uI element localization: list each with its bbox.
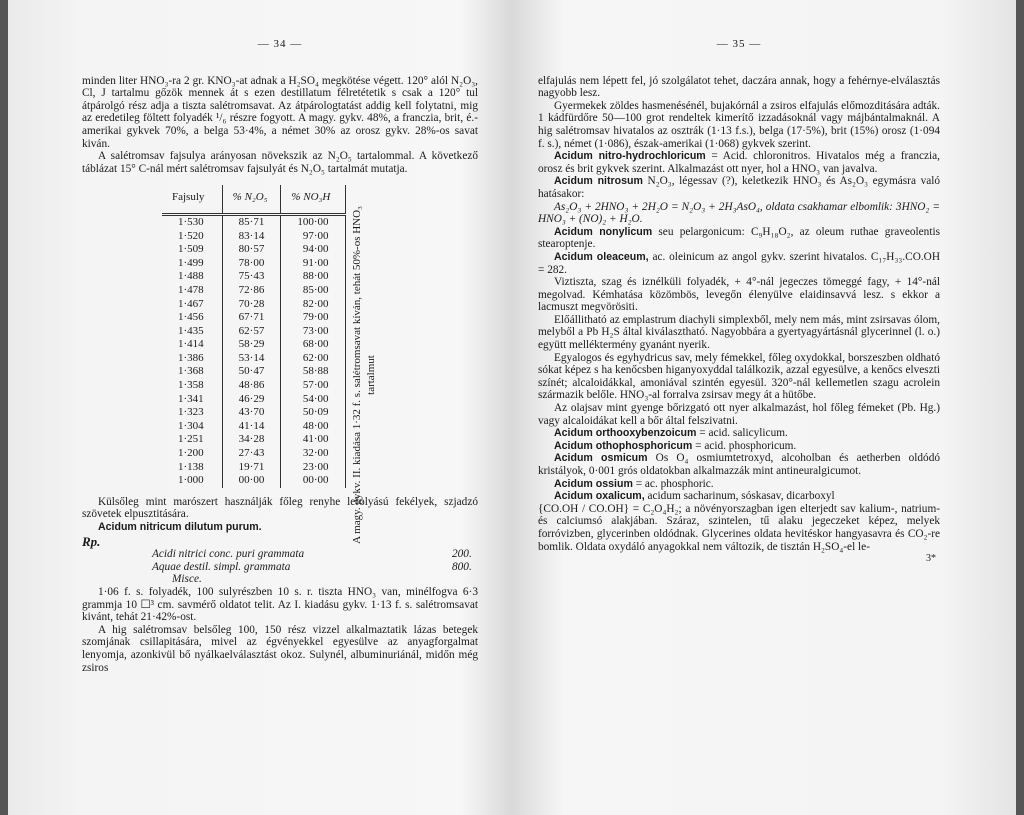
table-header: % NO₃H (281, 185, 345, 214)
table-cell: 1·341 (162, 393, 222, 407)
page-number: — 35 — (716, 38, 762, 50)
entry-heading: Acidum nonylicum (554, 225, 653, 238)
table-cell: 1·386 (162, 352, 222, 366)
right-scan-edge (1016, 0, 1024, 815)
table-cell: 1·000 (162, 474, 222, 488)
recipe-rp: Rp. (82, 533, 101, 549)
recipe (152, 548, 478, 586)
table-cell: 1·520 (162, 230, 222, 244)
entry-heading: Acidum nitro-hydrochloricum (554, 150, 706, 163)
table-cell: 1·358 (162, 379, 222, 393)
table-side-note: A magy. gykv. II. kiadása 1·32 f. s. salétromsavat kíván, tehát 50%-os HNO₃ tartalmut (345, 185, 388, 214)
table-cell: 46·29 (222, 393, 281, 407)
entry: Acidum oleaceum, ac. oleinicum az angol gykv. szerint hivatalos. C₁₇H₃₃.CO.OH = 282. (538, 250, 941, 276)
table-cell: 1·509 (162, 243, 222, 257)
table-cell: 67·71 (222, 311, 281, 325)
table-cell: 88·00 (281, 270, 345, 284)
paragraph: Előállitható az emplastrum diachyli simplexből, mely nem más, mint zsirsavas ólom, melyből a Pb H₂S által kiválasztható. Nagyobbára a gyertyagyártásnál glycerinnel (l. o.) együtt melléktermény gyanánt nyerik. (538, 313, 940, 352)
table-cell: 73·00 (281, 325, 345, 339)
entry-heading: Acidum osmicum (554, 452, 648, 465)
table-cell: 00·00 (281, 474, 345, 488)
table-cell: 1·467 (162, 298, 222, 312)
paragraph: elfajulás nem lépett fel, jó szolgálatot tehet, daczára annak, hogy a fehérnye-elválasztás nagyobb lesz. (538, 74, 940, 100)
table-cell: 1·368 (162, 365, 222, 379)
table-cell: 54·00 (281, 393, 345, 407)
page-number: — 34 — (257, 38, 303, 50)
table-cell: 34·28 (222, 433, 281, 447)
table-cell: 1·304 (162, 420, 222, 434)
table-cell: 1·478 (162, 284, 222, 298)
table-cell: 19·71 (222, 461, 281, 475)
table-cell: 94·00 (281, 243, 345, 257)
paragraph: A hig salétromsav belsőleg 100, 150 rész vizzel alkalmaztatik lázas betegek szomjának csillapitására, mivel az égvényekkel egyesülve az anyagforgalmat lenyomja, azonkivül bő nyálkaelválasztást okoz. Sulynél, albuminuriánál, midőn még zsiros (82, 623, 478, 674)
table-cell: 58·29 (222, 338, 281, 352)
table-cell: 72·86 (222, 284, 281, 298)
recipe-line: Misce. (172, 573, 202, 586)
recipe-line: Acidi nitrici conc. puri grammata 200. (152, 548, 472, 561)
section-heading: Acidum nitricum dilutum purum. (98, 521, 262, 533)
entry: Acidum nonylicum seu pelargonicum: C₉H₁₈O₂, az oleum ruthae graveolentis stearoptenje. (538, 225, 940, 251)
signature-mark: 3* (926, 553, 936, 565)
table-cell: 32·00 (281, 447, 345, 461)
paragraph: minden liter HNO₃-ra 2 gr. KNO₃-at adnak a H₂SO₄ megkötése végett. 120° alól N₂O₃, Cl, J tartalmu gőzök mennek át s ezen destillatum félretétetik s csak a 120° tul átpárolgó rész adja a tiszta salétromsavat. Az átpárologtatást addig kell folytatni, mig az eredetileg föltett folyadék ¹/₆ részre fogyott. A magy. gykv. 48%, a franczia, brit, é.-amerikai gykvek 70%, a belga 53·4%, a német 30% az orosz gykv. 28%-os savat kiván. (82, 74, 478, 150)
entry-heading: Acidum orthooxybenzoicum (554, 427, 697, 440)
table-cell: 00·00 (222, 474, 281, 488)
entry: Acidum othophosphoricum = acid. phosphoricum. (554, 439, 797, 452)
table-cell: 1·323 (162, 406, 222, 420)
entry-heading: Acidum ossium (554, 477, 633, 490)
table-cell: 70·28 (222, 298, 281, 312)
entry-heading: Acidum oleaceum, (554, 250, 649, 263)
table-cell: 1·499 (162, 257, 222, 271)
table-cell: 62·00 (281, 352, 345, 366)
table-cell: 62·57 (222, 325, 281, 339)
paragraph: Egyalogos és egyhydricus sav, mely fémekkel, főleg oxydokkal, borszeszben oldható sókat képez s ha kenőcsben higanyoxyddal találkozik, azzal egyesülve, a kenőcs elveszti színét; alcaloidákkal, amoniával szintén egyesül. 320°-nál kellemetlen szagu acrolein származik belőle. HNO₃-al forralva zsirsav megy át a hütőbe. (538, 351, 940, 402)
entry: Acidum osmicum Os O₄ osmiumtetroxyd, alcoholban és aetherben oldódó kristályok, 0·001 grós oldatokban alkalmazzák mint antineuralgicumot. (538, 452, 940, 477)
table-cell: 82·00 (281, 298, 345, 312)
table-cell: 41·14 (222, 420, 281, 434)
paragraph: A salétromsav fajsulya arányosan növekszik az N₂O₅ tartalommal. A következő táblázat 15° C-nál mért salétromsav fajsulyát és N₂O₅ tartalmát mutatja. (82, 150, 478, 175)
table-cell: 68·00 (281, 338, 345, 352)
table-cell: 78·00 (222, 257, 281, 271)
table-cell: 83·14 (222, 230, 281, 244)
entry-heading: Acidum nitrosum (554, 175, 643, 188)
table-cell: 1·138 (162, 461, 222, 475)
entry-heading: Acidum othophosphoricum (554, 439, 693, 452)
table-cell: 85·71 (222, 214, 281, 229)
table-cell: 1·488 (162, 270, 222, 284)
entry: Acidum nitro-hydrochloricum = Acid. chloronitros. Hivatalos még a franczia, orosz és brit gykvek szerint. Alkalmazást ott nyer, hol a HNO₃ van javalva. (538, 150, 940, 175)
table-header: Fajsuly (162, 185, 222, 214)
table-cell: 85·00 (281, 284, 345, 298)
table-cell: 58·88 (281, 365, 345, 379)
table-cell: 1·435 (162, 325, 222, 339)
table-cell: 53·14 (222, 352, 281, 366)
table-cell: 41·00 (281, 433, 345, 447)
paragraph: Külsőleg mint marószert használják főleg renyhe lefolyású fekélyek, szjadzó szövetek elpusztitására. (82, 495, 478, 521)
table-cell: 48·00 (281, 420, 345, 434)
table-cell: 23·00 (281, 461, 345, 475)
left-page (82, 0, 478, 815)
table-cell: 50·47 (222, 365, 281, 379)
table-cell: 79·00 (281, 311, 345, 325)
paragraph: 1·06 f. s. folyadék, 100 sulyrészben 10 s. r. tiszta HNO₃ van, minélfogva 6·3 grammja 10 ☐³ cm. savmérő oldatot telit. Az I. kiadásu gykv. 1·13 f. s. salétromsavat kivánt, tehát 21·42%-ost. (82, 585, 478, 624)
table-cell: 75·43 (222, 270, 281, 284)
table-cell: 1·251 (162, 433, 222, 447)
entry: Acidum oxalicum, acidum sacharinum, sóskasav, dicarboxyl (554, 490, 835, 503)
table-cell: 27·43 (222, 447, 281, 461)
table-cell: 50·09 (281, 406, 345, 420)
entry: Acidum nitrosum N₂O₃, légessav (?), keletkezik HNO₃ és As₂O₃ egymásra való hatásakor: (538, 175, 941, 200)
table-cell: 43·70 (222, 406, 281, 420)
paragraph: Viztiszta, szag és iznélküli folyadék, + 4°-nál jegeczes tömeggé fagy, + 14°-nál megolvad. Kémhatása közömbös, levegőn élenyülve elaidinsavvá lesz. s ekkor a lacmuszt megvörösiti. (538, 276, 940, 314)
table-cell: 57·00 (281, 379, 345, 393)
paragraph: Az olajsav mint gyenge bőrizgató ott nyer alkalmazást, hol főleg fémeket (Pb. Hg.) vagy alcaloidákat kell a bőr által felszivatni. (538, 402, 940, 427)
table-cell: 1·414 (162, 338, 222, 352)
paragraph: Gyermekek zöldes hasmenésénél, bujakórnál a zsiros elfajulás előmozditására adták. 1 kádfürdőre 50—100 grot rendeltek kimerítő izzadásoknál vagy májbántalmaknál. A hig salétromsav hivatalos az osztrák (1·13 f.s.), belga (17·5%), brit (15%) orosz (1·094 f. s.), német (1·086), észak-amerikai (1·068) gykvek szerint. (538, 99, 940, 150)
table-cell: 1·200 (162, 447, 222, 461)
table-cell: 91·00 (281, 257, 345, 271)
table-cell: 1·456 (162, 311, 222, 325)
entry: Acidum orthooxybenzoicum = acid. salicylicum. (554, 427, 788, 440)
recipe-line: Aquae destil. simpl. grammata 800. (152, 560, 472, 573)
table-cell: 1·530 (162, 214, 222, 229)
table-cell: 97·00 (281, 230, 345, 244)
table-header: % N₂O₅ (222, 185, 281, 214)
entry-heading: Acidum oxalicum, (554, 490, 645, 503)
entry: Acidum ossium = ac. phosphoric. (554, 477, 714, 490)
left-scan-edge (0, 0, 8, 815)
equation: As₂O₃ + 2HNO₃ + 2H₂O = N₂O₃ + 2H₃AsO₄, oldata csakhamar elbomlik: 3HNO₂ = HNO₃ + (NO)₂ + H₂O. (538, 200, 940, 226)
table-cell: 48·86 (222, 379, 281, 393)
paragraph: {CO.OH / CO.OH} = C₂O₄H₂; a növényorszagban igen elterjedt sav kalium-, natrium- és calciumsó alakjában. Száraz, szintelen, tű alaku jegeczeket képez, melyek forróvizben, glycerinben oldódnak. Glycerines oldata hevitéskor hangyasavra és CO₂-re bomlik. Oldata oxydáló anyagokkal nem változik, de tisztán H₂SO₄-el le- (538, 502, 940, 553)
right-page (538, 0, 940, 815)
table-cell: 100·00 (281, 214, 345, 229)
table-cell: 80·57 (222, 243, 281, 257)
